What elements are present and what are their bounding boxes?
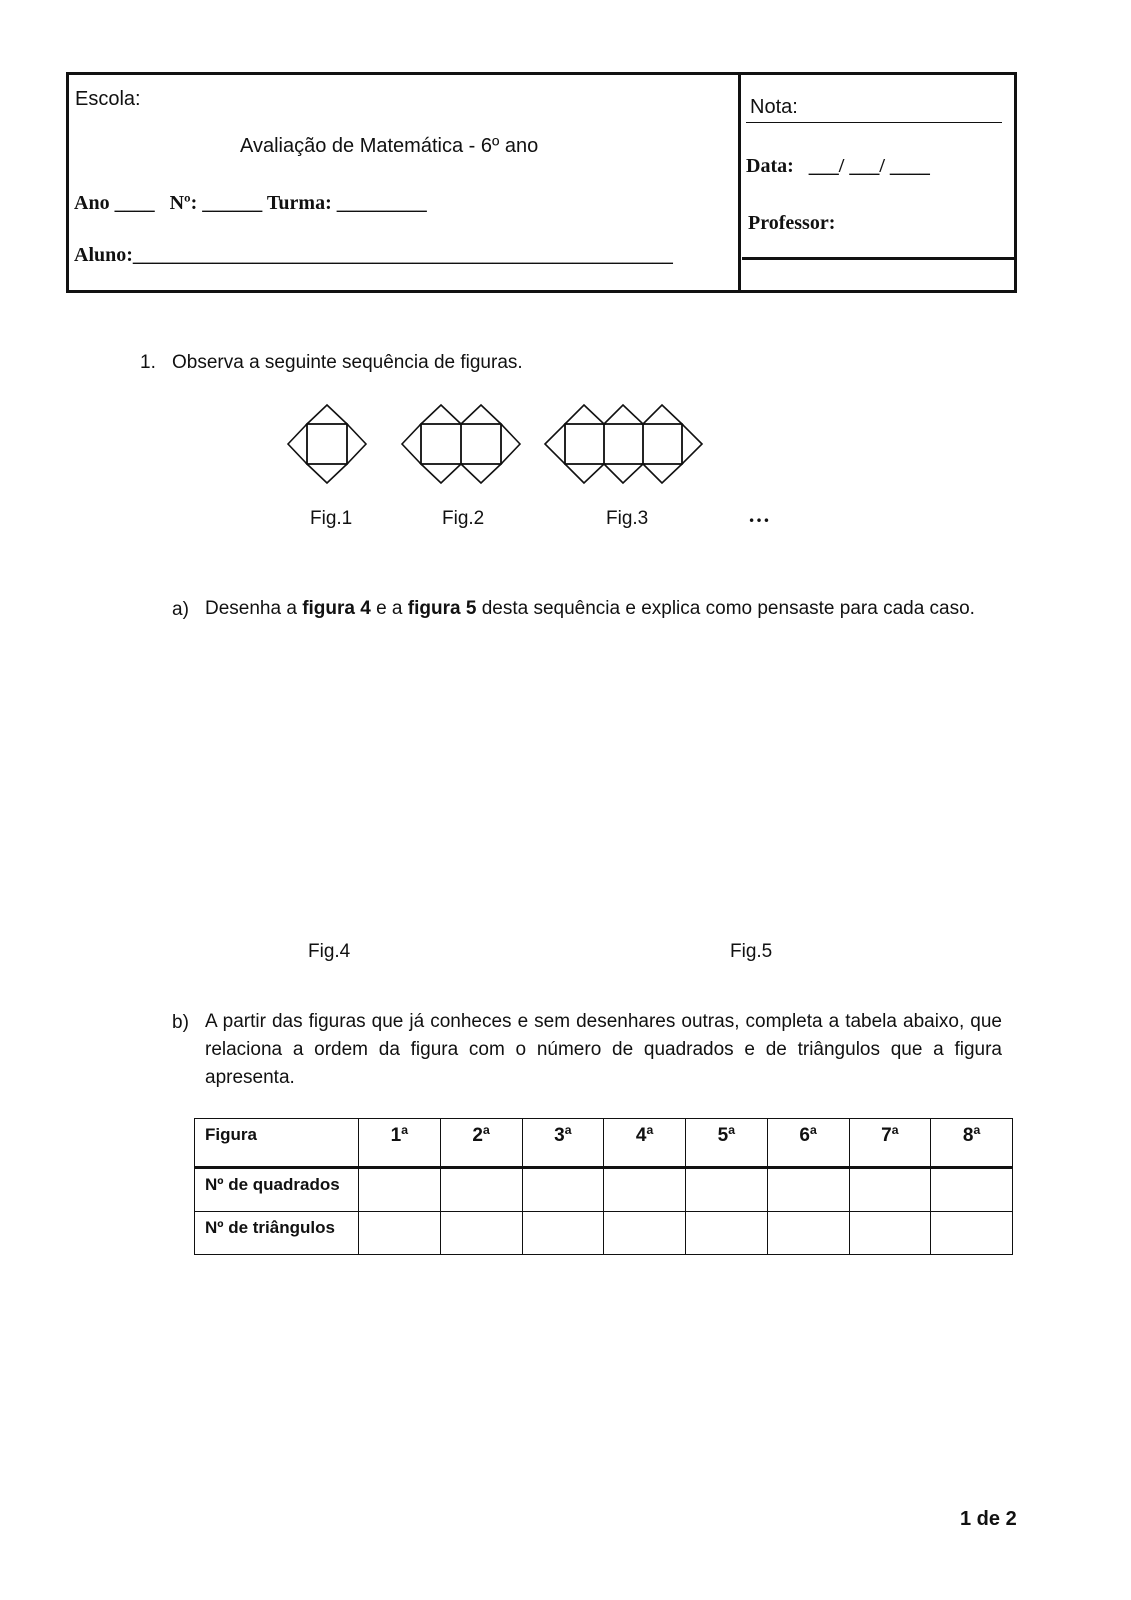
answer-cell[interactable]: [440, 1212, 522, 1255]
page-title: Avaliação de Matemática - 6º ano: [240, 135, 539, 157]
answer-cell[interactable]: [522, 1212, 604, 1255]
answer-cell[interactable]: [604, 1212, 686, 1255]
answer-cell[interactable]: [686, 1168, 768, 1212]
table-col-header: 5ª: [686, 1119, 768, 1168]
nota-label: Nota:: [750, 96, 798, 118]
data-line: Data: ___/ ___/ ____: [746, 155, 930, 177]
figure-1-drawing: [288, 405, 366, 483]
answer-cell[interactable]: [767, 1212, 849, 1255]
answer-cell[interactable]: [767, 1168, 849, 1212]
fig-5-label: Fig.5: [730, 941, 773, 962]
fig-1-label: Fig.1: [310, 508, 353, 529]
professor-label: Professor:: [748, 212, 836, 234]
aluno-line: Aluno:______________________________________________________: [74, 244, 673, 266]
table-row: [195, 1168, 1013, 1212]
part-b-label: b): [172, 1012, 189, 1033]
fig-3-label: Fig.3: [606, 508, 649, 529]
professor-line: [742, 257, 1014, 260]
part-a-text: Desenha a figura 4 e a figura 5 desta sequência e explica como pensaste para cada caso.: [205, 598, 975, 619]
page-number: 1 de 2: [960, 1508, 1017, 1530]
answer-cell[interactable]: [604, 1168, 686, 1212]
fig-2-label: Fig.2: [442, 508, 485, 529]
table-col-header: 8ª: [931, 1119, 1013, 1168]
figure-3-drawing: [545, 405, 702, 483]
row-label-squares: Nº de quadrados: [195, 1168, 359, 1212]
table-header-row: [195, 1119, 1013, 1168]
figure-sequence: [280, 395, 720, 495]
figure-count-table: [194, 1118, 1013, 1255]
answer-cell[interactable]: [522, 1168, 604, 1212]
ellipsis: …: [748, 502, 770, 527]
answer-cell[interactable]: [849, 1212, 931, 1255]
header-divider: [738, 72, 741, 293]
part-b-text: A partir das figuras que já conheces e sem desenhares outras, completa a tabela abaixo, que relaciona a ordem da figura com o número de quadrados e de triângulos que a figura apresenta.: [205, 1011, 1002, 1088]
table-col-header: 2ª: [440, 1119, 522, 1168]
ano-line: Ano ____ Nº: ______ Turma: _________: [74, 192, 427, 214]
nota-line: [746, 122, 1002, 123]
question-number: 1.: [140, 352, 156, 373]
question-text: Observa a seguinte sequência de figuras.: [172, 352, 523, 373]
table-col-header: 3ª: [522, 1119, 604, 1168]
table-row: [195, 1212, 1013, 1255]
answer-cell[interactable]: [359, 1212, 441, 1255]
table-col-header: 4ª: [604, 1119, 686, 1168]
table-col-header: 6ª: [767, 1119, 849, 1168]
table-col-header: 7ª: [849, 1119, 931, 1168]
answer-cell[interactable]: [931, 1212, 1013, 1255]
fig-4-label: Fig.4: [308, 941, 351, 962]
table-col-header: 1ª: [359, 1119, 441, 1168]
answer-cell[interactable]: [849, 1168, 931, 1212]
school-label: Escola:: [75, 88, 141, 110]
answer-cell[interactable]: [686, 1212, 768, 1255]
table-header-label: Figura: [195, 1119, 359, 1168]
answer-cell[interactable]: [931, 1168, 1013, 1212]
part-a-label: a): [172, 599, 189, 620]
answer-cell[interactable]: [440, 1168, 522, 1212]
answer-cell[interactable]: [359, 1168, 441, 1212]
figure-2-drawing: [402, 405, 520, 483]
row-label-triangles: Nº de triângulos: [195, 1212, 359, 1255]
